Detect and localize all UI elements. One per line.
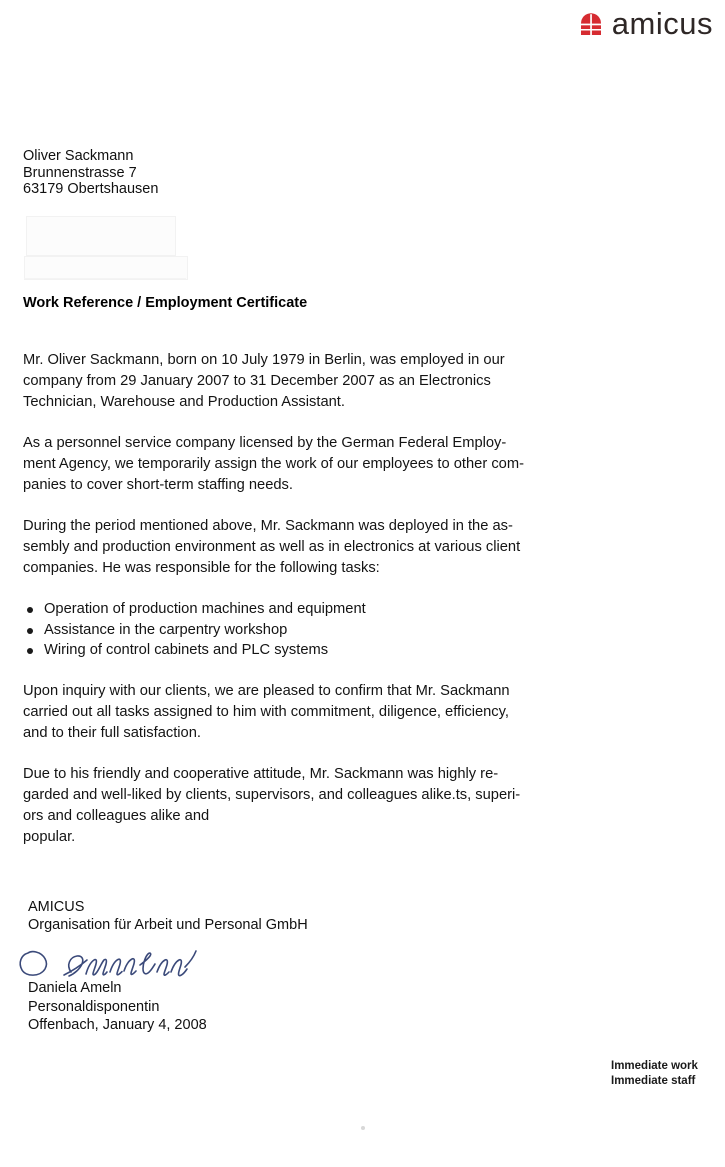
footer-tagline	[611, 1059, 698, 1089]
scan-artifact-speck	[361, 1126, 365, 1130]
paragraph-line: ment Agency, we temporarily assign the work of our employees to other com-	[23, 456, 524, 472]
recipient-street: Brunnenstrasse 7	[23, 164, 137, 181]
paragraph-line: carried out all tasks assigned to him with commitment, diligence, efficiency,	[23, 703, 509, 720]
task-label: Wiring of control cabinets and PLC systems	[44, 642, 329, 658]
paragraph-line: Mr. Oliver Sackmann, born on 10 July 1979 in Berlin, was employed in our	[23, 352, 505, 368]
paragraph-line: Technician, Warehouse and Production Assistant.	[23, 394, 345, 410]
paragraph-line: ors and colleagues alike and	[23, 807, 210, 824]
paragraph-line: company from 29 January 2007 to 31 December 2007 as an Electronics	[23, 373, 491, 389]
paragraph-line: sembly and production environment as well as in electronics at various client	[23, 539, 521, 555]
document-body	[23, 350, 585, 868]
footer-line: Immediate work	[611, 1060, 698, 1072]
recipient-name: Oliver Sackmann	[23, 148, 134, 164]
paragraph-line: Upon inquiry with our clients, we are pleased to confirm that Mr. Sackmann	[23, 682, 510, 699]
recipient-address	[23, 148, 158, 198]
paragraph-employment-summary	[23, 350, 585, 413]
paragraph-line: garded and well-liked by clients, supervisors, and colleagues alike.ts, superi-	[23, 786, 521, 803]
task-list	[23, 599, 585, 661]
list-item	[23, 599, 585, 620]
list-item	[23, 640, 585, 661]
scan-artifact-box-upper	[26, 216, 176, 256]
paragraph-deployment-description	[23, 516, 585, 579]
task-label: Operation of production machines and equipment	[44, 601, 366, 617]
signer-place-date: Offenbach, January 4, 2008	[28, 1017, 207, 1033]
paragraph-company-description	[23, 433, 585, 496]
recipient-city: 63179 Obertshausen	[23, 181, 159, 197]
signer-name: Daniela Ameln	[28, 980, 122, 996]
amicus-wordmark: amicus	[611, 6, 713, 41]
paragraph-line: panies to cover short-term staffing needs.	[23, 477, 293, 493]
company-name: AMICUS	[28, 899, 85, 915]
list-item	[23, 620, 585, 641]
task-label: Assistance in the carpentry workshop	[44, 621, 288, 638]
paragraph-line: popular.	[23, 828, 76, 845]
bullet-icon	[27, 648, 33, 654]
company-legal-name: Organisation für Arbeit und Personal GmbH	[28, 917, 308, 933]
paragraph-conduct-assessment	[23, 764, 585, 848]
paragraph-line: During the period mentioned above, Mr. Sackmann was deployed in the as-	[23, 518, 513, 534]
company-signoff	[28, 898, 308, 934]
scan-artifact-line	[24, 278, 186, 279]
paragraph-performance-assessment	[23, 681, 585, 744]
footer-line: Immediate staff	[611, 1075, 696, 1087]
amicus-logo[interactable]	[580, 8, 713, 39]
paragraph-line: As a personnel service company licensed by the German Federal Employ-	[23, 435, 507, 451]
bullet-icon	[27, 607, 33, 613]
bullet-icon	[27, 628, 33, 634]
document-title: Work Reference / Employment Certificate	[23, 295, 308, 311]
arched-window-icon	[580, 12, 602, 36]
signer-details	[28, 979, 207, 1035]
paragraph-line: and to their full satisfaction.	[23, 724, 201, 741]
paragraph-line: Due to his friendly and cooperative attitude, Mr. Sackmann was highly re-	[23, 765, 499, 782]
scan-artifact-box-lower	[24, 256, 188, 280]
signer-role: Personaldisponentin	[28, 998, 160, 1015]
paragraph-line: companies. He was responsible for the following tasks:	[23, 560, 380, 576]
